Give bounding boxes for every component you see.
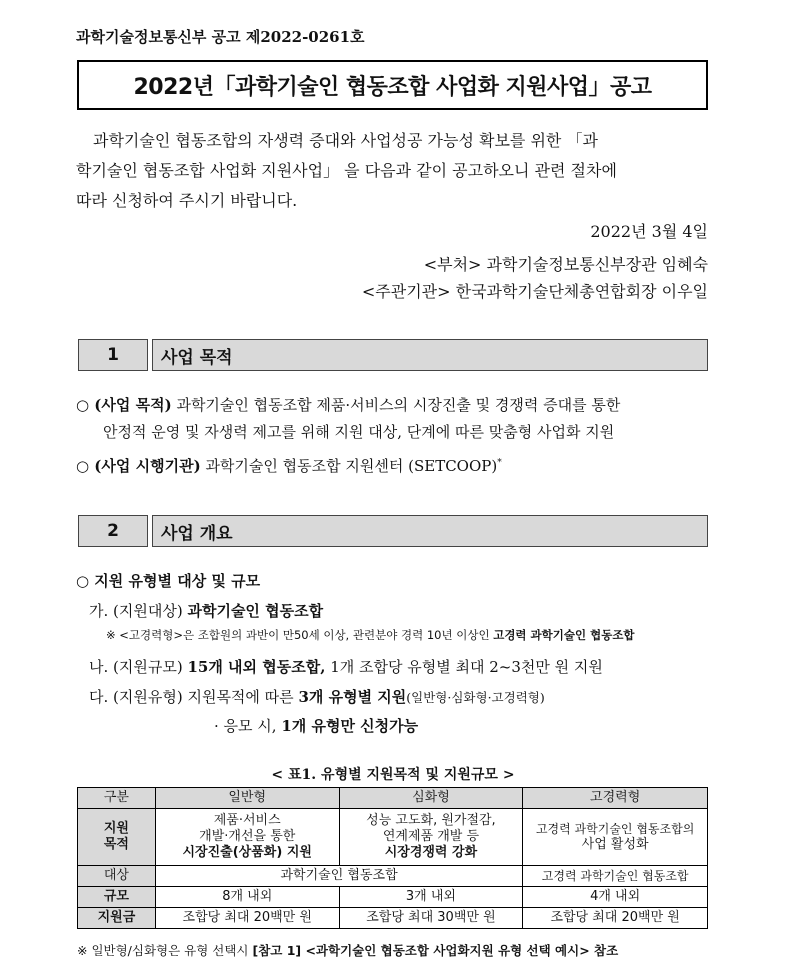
purpose-general-line-2: 개발·개선을 통한 [199, 829, 296, 844]
funding-senior: 조합당 최대 20백만 원 [523, 908, 708, 929]
agency-bullet [76, 455, 502, 476]
item-da-small: (일반형·심화형·고경력형) [406, 690, 545, 705]
notice-date: 2022년 3월 4일 [590, 222, 708, 241]
page-title: 2022년「과학기술인 협동조합 사업화 지원사업」공고 [133, 74, 652, 100]
scale-advanced: 3개 내외 [339, 887, 523, 908]
item-ga-note-bold: 고경력 과학기술인 협동조합 [493, 628, 635, 642]
table-row-purpose [78, 809, 708, 866]
ministry-signature: <부처> 과학기술정보통신부장관 임혜숙 [423, 255, 708, 274]
section-2-title: 사업 개요 [152, 515, 708, 547]
scale-label: 규모 [78, 887, 156, 908]
purpose-bullet [76, 394, 620, 415]
item-na-bold: 15개 내외 협동조합, [187, 658, 326, 676]
item-ga-note [106, 627, 635, 643]
funding-general: 조합당 최대 20백만 원 [155, 908, 339, 929]
target-label: 대상 [78, 866, 156, 887]
agency-signature: <주관기관> 한국과학기술단체총연합회장 이우일 [361, 282, 708, 301]
intro-line-3: 따라 신청하여 주시기 바랍니다. [76, 191, 298, 210]
agency-bullet-head: ○ (사업 시행기관) [76, 457, 201, 475]
item-da-sub [214, 715, 418, 736]
purpose-advanced-line-1: 성능 고도화, 원가절감, [366, 813, 496, 828]
item-ga-prefix: 가. (지원대상) [89, 602, 188, 620]
item-da-bold: 3개 유형별 지원 [298, 688, 407, 706]
footnote-reference: [참고 1] <과학기술인 협동조합 사업화지원 유형 선택 예시> 참조 [252, 943, 619, 958]
item-ga-note-prefix: ※ <고경력형>은 조합원의 과반이 만50세 이상, 관련분야 경력 10년 이상인 [106, 628, 494, 642]
purpose-senior-line-2: 사업 활성화 [581, 837, 649, 852]
table-header-category: 구분 [78, 788, 156, 809]
support-heading: ○ 지원 유형별 대상 및 규모 [76, 572, 261, 590]
target-general-advanced: 과학기술인 협동조합 [155, 866, 522, 887]
footnote-prefix: ※ 일반형/심화형은 유형 선택시 [77, 943, 253, 958]
table-header-senior: 고경력형 [523, 788, 708, 809]
item-na-text: 1개 조합당 유형별 최대 2~3천만 원 지원 [325, 658, 603, 676]
purpose-general-line-3: 시장진출(상품화) 지원 [182, 845, 312, 860]
notice-number: 과학기술정보통신부 공고 제2022-0261호 [76, 28, 365, 46]
purpose-advanced [339, 809, 523, 866]
purpose-advanced-line-2: 연계제품 개발 등 [382, 829, 480, 844]
section-1-number: 1 [78, 339, 148, 371]
scale-senior: 4개 내외 [523, 887, 708, 908]
purpose-label: 지원 목적 [78, 809, 156, 866]
scale-general: 8개 내외 [155, 887, 339, 908]
table-row-scale [78, 887, 708, 908]
agency-footnote-mark: * [497, 458, 502, 468]
item-da-sub-prefix: · 응모 시, [214, 717, 282, 735]
item-na-prefix: 나. (지원규모) [89, 658, 188, 676]
item-da [89, 686, 545, 707]
table-caption: < 표1. 유형별 지원목적 및 지원규모 > [271, 767, 515, 783]
target-senior: 고경력 과학기술인 협동조합 [523, 866, 708, 887]
item-da-prefix: 다. (지원유형) 지원목적에 따른 [89, 688, 299, 706]
section-2-header [78, 515, 708, 547]
table-footnote [77, 941, 618, 959]
item-na [89, 656, 603, 677]
agency-bullet-text: 과학기술인 협동조합 지원센터 (SETCOOP) [200, 457, 498, 475]
intro-line-1: 과학기술인 협동조합의 자생력 증대와 사업성공 가능성 확보를 위한 「과 [93, 131, 598, 150]
purpose-senior [523, 809, 708, 866]
table-header-row [78, 788, 708, 809]
purpose-senior-line-1: 고경력 과학기술인 협동조합의 [535, 822, 695, 836]
item-ga-value: 과학기술인 협동조합 [187, 602, 324, 620]
section-1-header [78, 339, 708, 371]
table-row-target [78, 866, 708, 887]
table-row-funding [78, 908, 708, 929]
item-da-sub-bold: 1개 유형만 신청가능 [281, 717, 419, 735]
item-ga [89, 600, 323, 621]
section-2-number: 2 [78, 515, 148, 547]
purpose-bullet-head: ○ (사업 목적) [76, 396, 172, 414]
table-header-general: 일반형 [155, 788, 339, 809]
title-box [77, 60, 708, 110]
funding-advanced: 조합당 최대 30백만 원 [339, 908, 523, 929]
intro-line-2: 학기술인 협동조합 사업화 지원사업」 을 다음과 같이 공고하오니 관련 절차에 [76, 161, 617, 180]
funding-label: 지원금 [78, 908, 156, 929]
table-header-advanced: 심화형 [339, 788, 523, 809]
purpose-general [155, 809, 339, 866]
purpose-bullet-cont: 안정적 운영 및 자생력 제고를 위해 지원 대상, 단계에 따른 맞춤형 사업화 지원 [103, 423, 615, 441]
section-1-title: 사업 목적 [152, 339, 708, 371]
support-table [77, 787, 708, 929]
purpose-advanced-line-3: 시장경쟁력 강화 [384, 845, 478, 860]
purpose-general-line-1: 제품·서비스 [213, 813, 281, 828]
purpose-bullet-text: 과학기술인 협동조합 제품·서비스의 시장진출 및 경쟁력 증대를 통한 [171, 396, 621, 414]
